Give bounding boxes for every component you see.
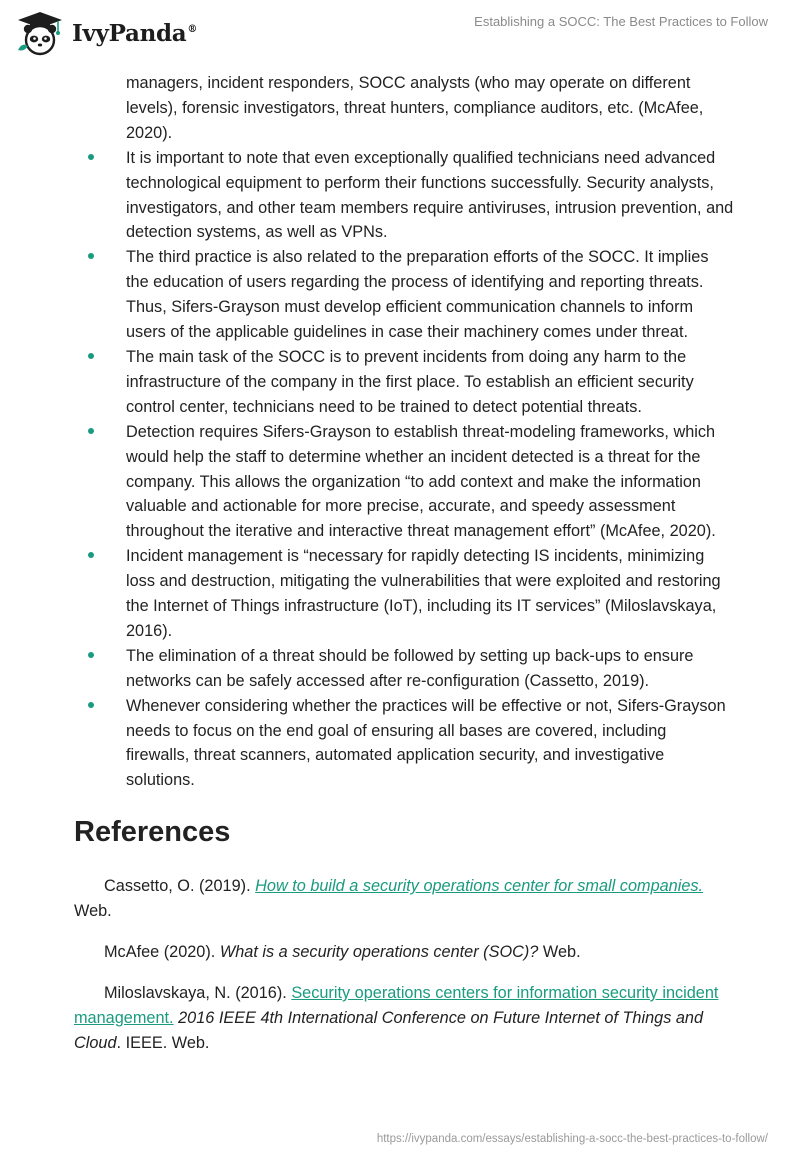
list-item: Detection requires Sifers-Grayson to establish threat-modeling frameworks, which would help the staff to determine whether an incident detected is a threat for the company. This allows the organization “to add context and make the information valuable and actionable for more precise, accurate, and speedy assessment throughout the iterative and interactive threat management effort” (McAfee, 2020). xyxy=(74,420,734,545)
page-header xyxy=(0,0,800,70)
bullet-icon xyxy=(88,353,94,359)
document-body xyxy=(74,71,734,1072)
reference-cassetto: Cassetto, O. (2019). How to build a security operations center for small companies. Web. xyxy=(74,877,704,921)
ivypanda-logo[interactable] xyxy=(14,10,197,56)
list-item: The elimination of a threat should be followed by setting up back-ups to ensure networks can be safely accessed after re-configuration (Cassetto, 2019). xyxy=(74,644,734,694)
list-item-continuation: managers, incident responders, SOCC analysts (who may operate on different levels), forensic investigators, threat hunters, compliance auditors, etc. (McAfee, 2020). xyxy=(126,74,704,142)
logo-text: IvyPanda® xyxy=(72,19,198,47)
list-item: Whenever considering whether the practices will be effective or not, Sifers-Grayson needs to focus on the end goal of ensuring all bases are covered, including firewalls, threat scanners, automated application security, and investigative solutions. xyxy=(74,694,734,794)
bullet-icon xyxy=(88,428,94,434)
list-item: The main task of the SOCC is to prevent incidents from doing any harm to the infrastructure of the company in the first place. To establish an efficient security control center, technicians need to be trained to detect potential threats. xyxy=(74,345,734,420)
reference-link-miloslavskaya[interactable]: Security operations centers for information security incident management. xyxy=(74,984,719,1027)
practices-list xyxy=(74,71,734,793)
document-title: Establishing a SOCC: The Best Practices to Follow xyxy=(474,14,768,29)
list-item: Incident management is “necessary for rapidly detecting IS incidents, minimizing loss and destruction, mitigating the vulnerabilities that were exploited and restoring the Internet of Things infrastructure (IoT), including its IT services” (Miloslavskaya, 2016). xyxy=(74,544,734,644)
reference-mcafee: McAfee (2020). What is a security operations center (SOC)? Web. xyxy=(104,943,581,962)
bullet-icon xyxy=(88,552,94,558)
footer-url[interactable]: https://ivypanda.com/essays/establishing-a-socc-the-best-practices-to-follow/ xyxy=(376,1133,768,1145)
reference-link-cassetto[interactable]: How to build a security operations center for small companies. xyxy=(255,877,704,896)
panda-graduate-icon xyxy=(14,10,66,56)
bullet-icon xyxy=(88,253,94,259)
list-item: The third practice is also related to the preparation efforts of the SOCC. It implies the education of users regarding the process of identifying and reporting threats. Thus, Sifers-Grayson must develop efficient communication channels to inform users of the applicable guidelines in case their machinery comes under threat. xyxy=(74,245,734,345)
bullet-icon xyxy=(88,702,94,708)
list-item: It is important to note that even exceptionally qualified technicians need advanced technological equipment to perform their functions successfully. Security analysts, investigators, and other team members require antiviruses, intrusion prevention, and detection systems, as well as VPNs. xyxy=(74,146,734,246)
bullet-icon xyxy=(88,154,94,160)
references-heading: References xyxy=(74,816,231,849)
reference-miloslavskaya: Miloslavskaya, N. (2016). Security operations centers for information security incident management. 2016 IEEE 4th International Conference on Future Internet of Things and Cloud. IEEE. Web. xyxy=(74,984,719,1052)
bullet-icon xyxy=(88,652,94,658)
